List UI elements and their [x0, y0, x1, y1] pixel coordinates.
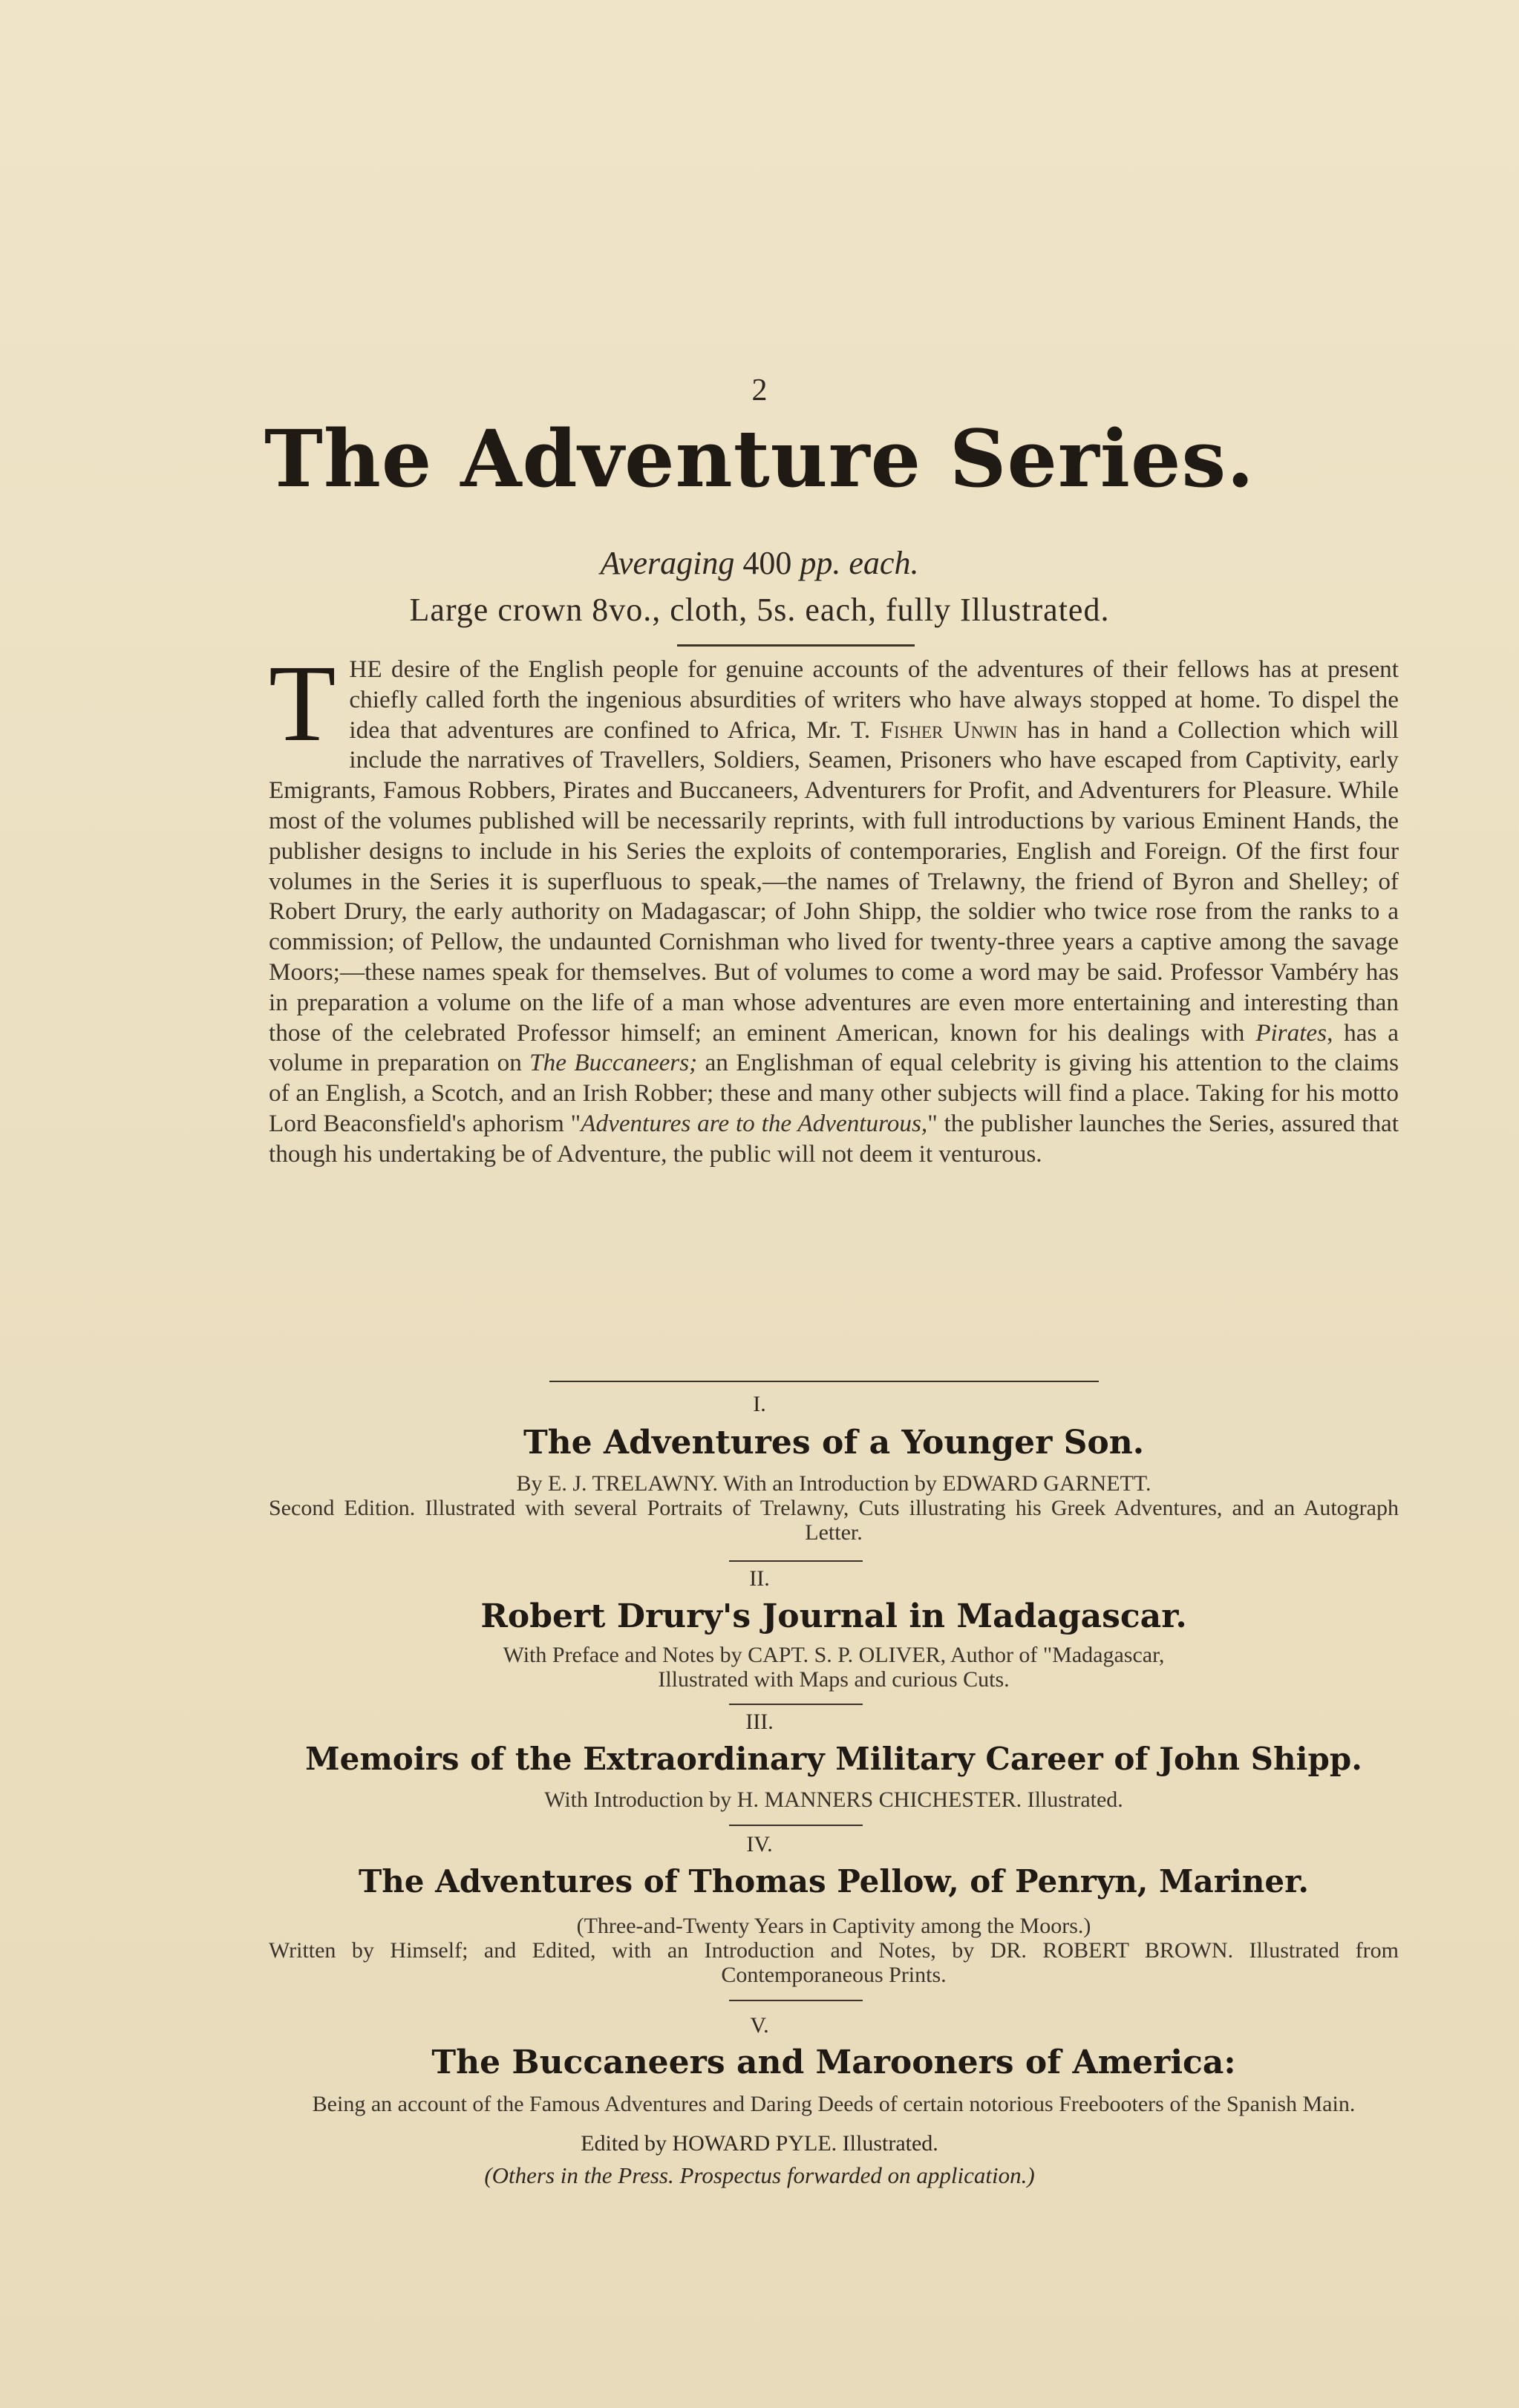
averaging-text: Averaging	[600, 545, 735, 581]
book-numeral: I.	[753, 1392, 766, 1416]
book-divider	[729, 1560, 863, 1562]
book-divider	[729, 1704, 863, 1705]
book-divider	[729, 2000, 863, 2001]
book-numeral: IV.	[746, 1832, 773, 1856]
book-author-line: By E. J. TRELAWNY. With an Introduction by EDWARD GARNETT.	[516, 1471, 1152, 1496]
book-title: Robert Drury's Journal in Madagascar.	[480, 1597, 1187, 1635]
book-numeral: II.	[749, 1566, 770, 1591]
intro-text-3: , has a volume in preparation on	[269, 1018, 1399, 1077]
averaging-line	[0, 544, 1519, 582]
book-divider	[729, 1825, 863, 1826]
book-subtitle-line: (Three-and-Twenty Years in Captivity among the Moors.)	[576, 1914, 1091, 1938]
pirates-title: Pirates	[1255, 1018, 1327, 1047]
book-title: The Buccaneers and Marooners of America:	[431, 2044, 1236, 2081]
others-in-press: (Others in the Press. Prospectus forwarded on application.)	[484, 2162, 1035, 2188]
averaging-unit: pp. each.	[800, 545, 919, 581]
publisher-name: Fisher Unwin	[880, 716, 1018, 744]
drop-cap: T	[269, 643, 336, 765]
book-title: The Adventures of Thomas Pellow, of Penryn, Mariner.	[359, 1863, 1309, 1900]
title-divider	[677, 644, 915, 647]
intro-text-5: " the publisher launches the Series, assured that though his undertaking be of Adventure, the public will not deem it venturous.	[269, 1109, 1399, 1168]
book-description: Illustrated with Maps and curious Cuts.	[658, 1667, 1010, 1692]
others-note	[0, 2131, 1519, 2189]
book-numeral: III.	[745, 1710, 774, 1734]
book-editor-line-visible: Edited by HOWARD PYLE. Illustrated.	[581, 2131, 938, 2156]
aphorism: Adventures are to the Adventurous,	[581, 1109, 928, 1137]
book-description: Second Edition. Illustrated with several Portraits of Trelawny, Cuts illustrating his Greek Adventures, and an Autograph Letter.	[269, 1496, 1399, 1545]
format-line: Large crown 8vo., cloth, 5s. each, fully Illustrated.	[409, 592, 1110, 628]
intro-text-2: has in hand a Collection which will include the narratives of Travellers, Soldiers, Seamen, Prisoners who have escaped from Captivity, early Emigrants, Famous Robbers, Pirates and Buccaneers, Adventurers for Profit, and Adventurers for Pleasure. While most of the volumes published will be necessarily reprints, with full introductions by various Eminent Hands, the publisher designs to include in his Series the exploits of contemporaries, English and Foreign. Of the first four volumes in the Series it is superfluous to speak,—the names of Trelawny, the friend of Byron and Shelley; of Robert Drury, the early authority on Madagascar; of John Shipp, the soldier who twice rose from the ranks to a commission; of Pellow, the undaunted Cornishman who lived for twenty-three years a captive among the savage Moors;—these names speak for themselves. But of volumes to come a word may be said. Professor Vambéry has in preparation a volume on the life of a man whose adventures are even more entertaining and interesting than those of the celebrated Professor himself; an eminent American, known for his dealings with	[269, 716, 1399, 1047]
book-author-line: With Introduction by H. MANNERS CHICHESTER. Illustrated.	[544, 1787, 1123, 1812]
book-description: Written by Himself; and Edited, with an Introduction and Notes, by DR. ROBERT BROWN. Illustrated from Contemporaneous Prints.	[269, 1938, 1399, 1987]
book-description: Being an account of the Famous Adventures and Daring Deeds of certain notorious Freebooters of the Spanish Main.	[312, 2092, 1356, 2116]
intro-text-1: HE desire of the English people for genuine accounts of the adventures of their fellows has at present chiefly called forth the ingenious absurdities of writers who have always stopped at home. To dispel the idea that adventures are confined to Africa, Mr. T.	[349, 655, 1399, 744]
page-number: 2	[751, 373, 768, 408]
series-title: The Adventure Series.	[264, 412, 1255, 505]
averaging-number: 400	[742, 545, 792, 581]
intro-paragraph	[269, 643, 1399, 1170]
book-title: Memoirs of the Extraordinary Military Career of John Shipp.	[305, 1741, 1362, 1777]
book-author-line: With Preface and Notes by CAPT. S. P. OLIVER, Author of "Madagascar,	[503, 1643, 1165, 1667]
intro-divider	[549, 1381, 1099, 1382]
intro-text-4: an Englishman of equal celebrity is giving his attention to the claims of an English, a Scotch, and an Irish Robber; these and many other subjects will find a place. Taking for his motto Lord Beaconsfield's aphorism "	[269, 1049, 1399, 1137]
buccaneers-title: The Buccaneers;	[529, 1049, 698, 1077]
book-title: The Adventures of a Younger Son.	[523, 1424, 1145, 1462]
book-numeral: V.	[750, 2013, 769, 2038]
